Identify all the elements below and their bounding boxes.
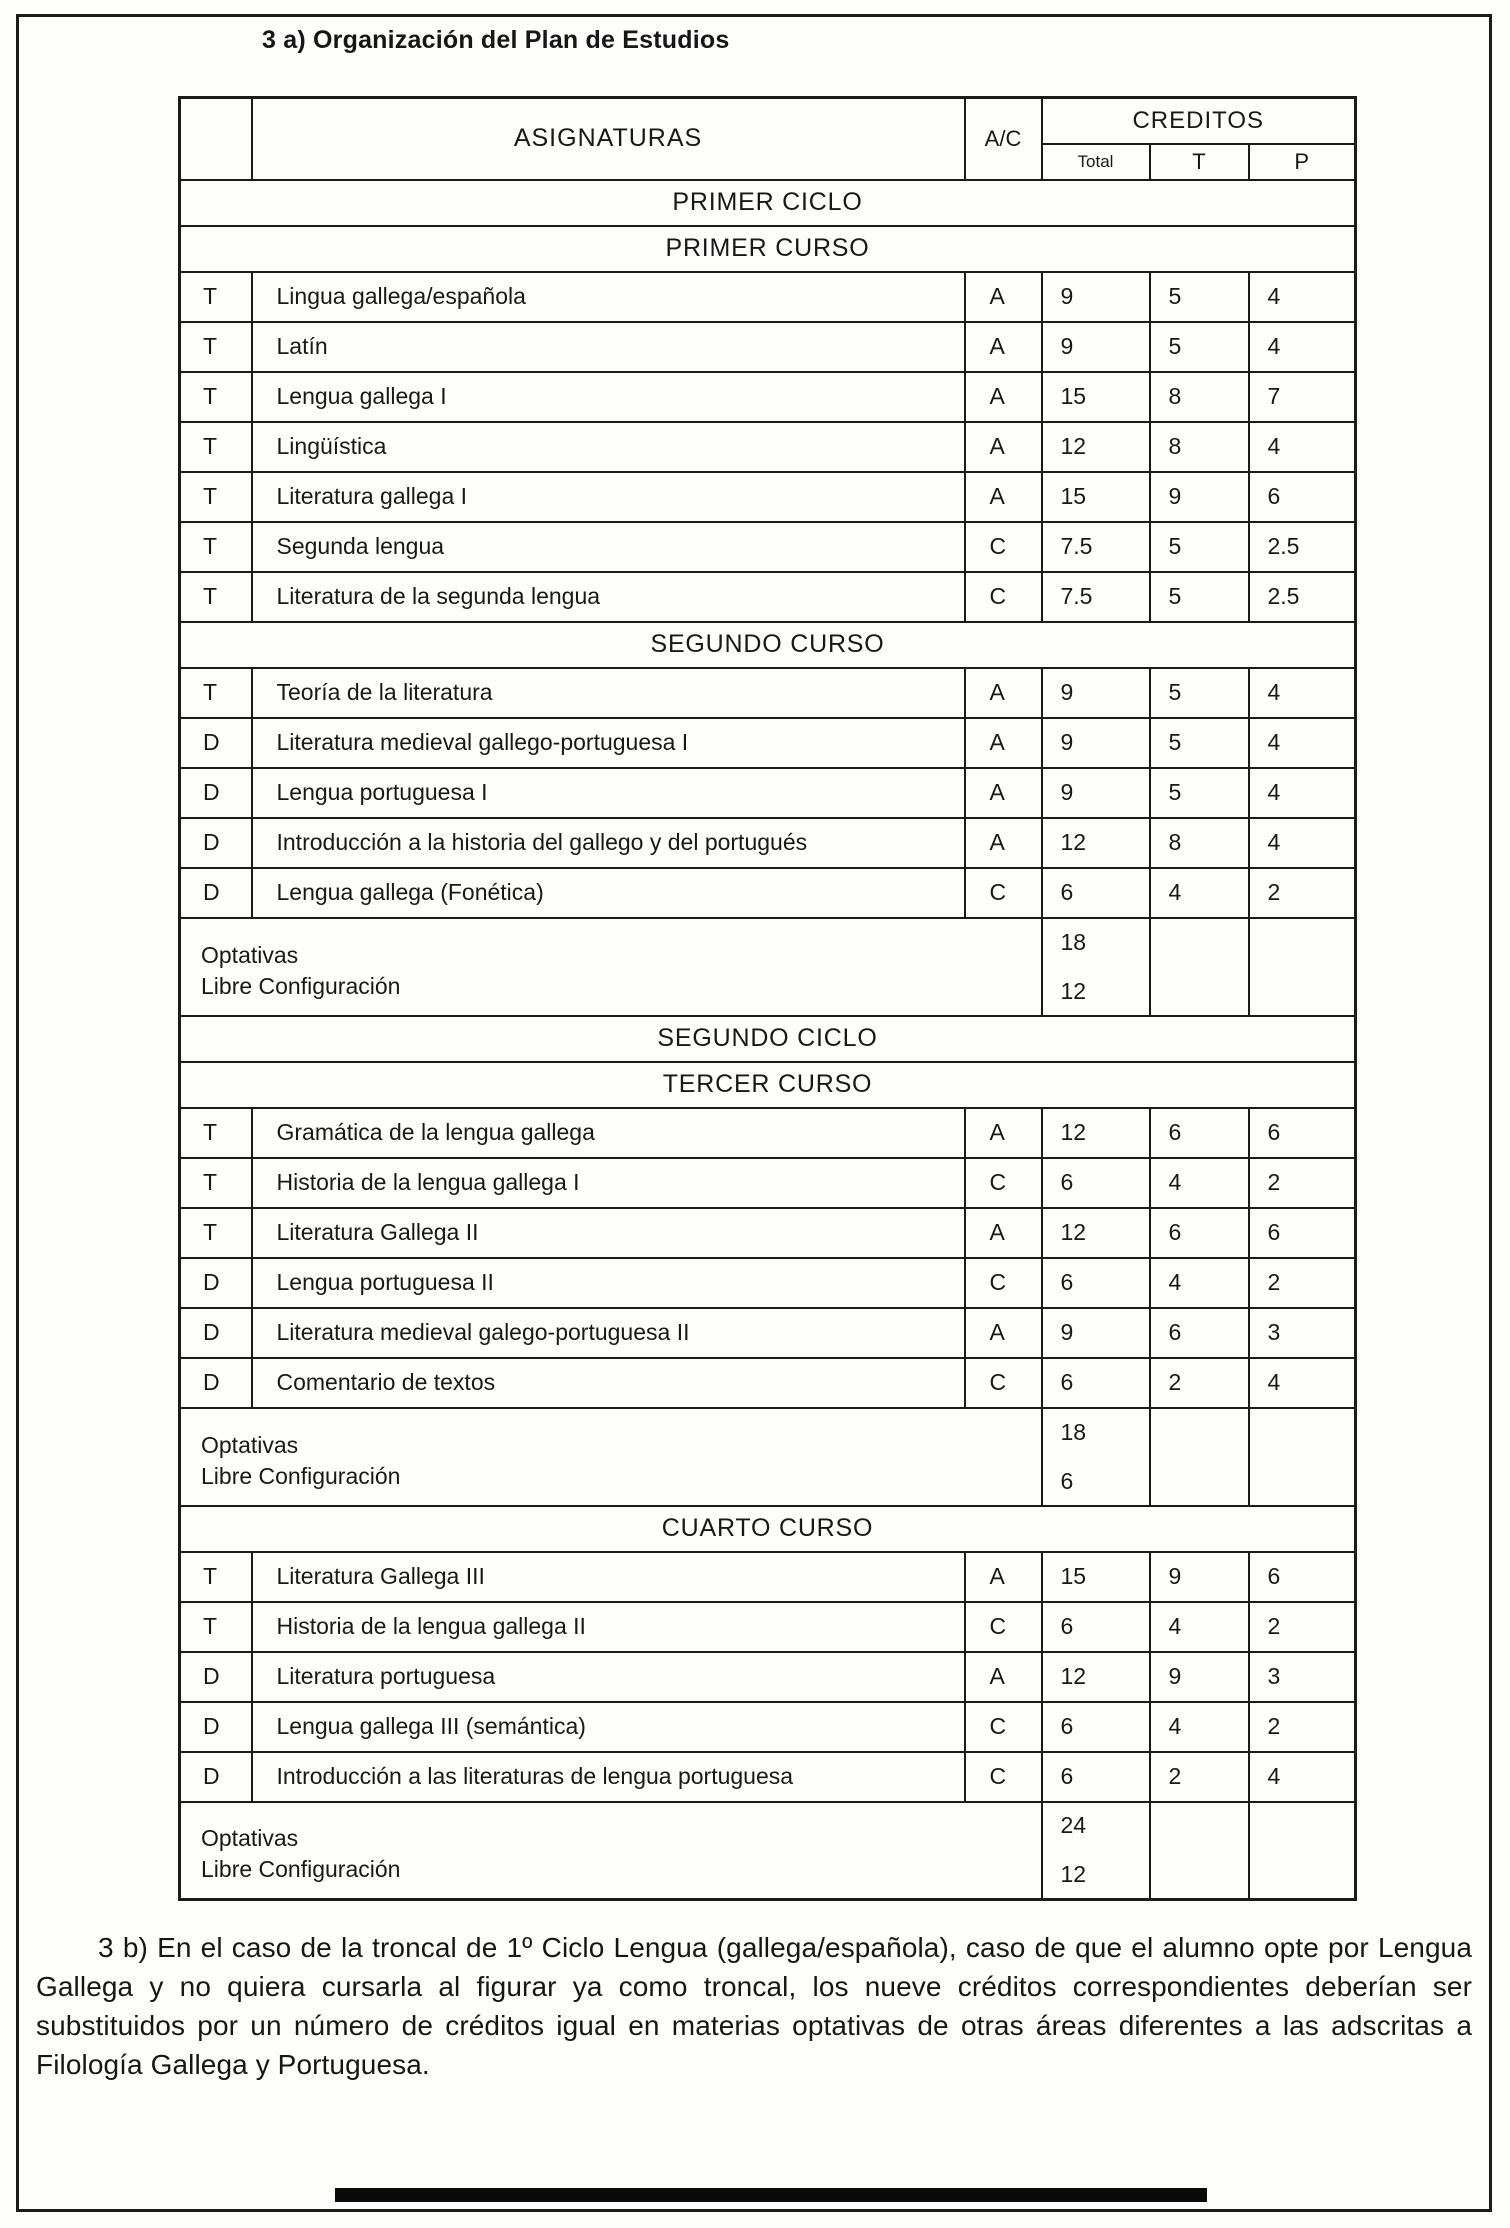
subject-row (180, 522, 1356, 572)
anual-cuatrimestral-cell: A (965, 472, 1042, 522)
subject-row (180, 1158, 1356, 1208)
troncal-obligatoria-cell: D (180, 1702, 252, 1752)
credits-total-cell: 7.5 (1042, 572, 1150, 622)
credits-teoria-cell: 9 (1150, 1552, 1249, 1602)
subject-name-cell: Literatura de la segunda lengua (252, 572, 965, 622)
anual-cuatrimestral-cell: A (965, 768, 1042, 818)
subject-row (180, 1308, 1356, 1358)
optativas-label: Optativas (201, 1825, 299, 1852)
credits-total-cell: 9 (1042, 718, 1150, 768)
subject-row (180, 718, 1356, 768)
anual-cuatrimestral-cell: A (965, 372, 1042, 422)
course-header-row (180, 226, 1356, 272)
header-row-top (180, 98, 1356, 144)
subject-name-cell: Lengua gallega I (252, 372, 965, 422)
libre-configuracion-label: Libre Configuración (201, 1462, 401, 1489)
anual-cuatrimestral-cell: A (965, 1208, 1042, 1258)
credits-teoria-cell: 8 (1150, 422, 1249, 472)
credits-total-cell: 15 (1042, 1552, 1150, 1602)
cycle-header-row (180, 1016, 1356, 1062)
subject-row (180, 272, 1356, 322)
subject-name-cell: Gramática de la lengua gallega (252, 1108, 965, 1158)
credits-practica-cell: 4 (1249, 322, 1356, 372)
scan-artifact-bar (335, 2188, 1207, 2202)
credits-total-cell: 12 (1042, 1108, 1150, 1158)
subject-name-cell: Literatura portuguesa (252, 1652, 965, 1702)
libre-configuracion-credits: 12 (1060, 1861, 1087, 1888)
troncal-obligatoria-cell: D (180, 818, 252, 868)
footnote-paragraph: 3 b) En el caso de la troncal de 1º Ciclo Lengua (gallega/española), caso de que el alumno opte por Lengua Gallega y no quiera cursarla al figurar ya como troncal, los nueve créditos correspondientes deberían ser substituidos por un número de créditos igual en materias optativas de otras áreas diferentes a las adscritas a Filología Gallega y Portuguesa. (36, 1932, 1472, 2080)
subject-name-cell: Lingüística (252, 422, 965, 472)
credits-teoria-cell: 9 (1150, 1652, 1249, 1702)
subject-row (180, 1358, 1356, 1408)
subject-name-cell: Literatura gallega I (252, 472, 965, 522)
credits-total-cell: 12 (1042, 1208, 1150, 1258)
plan-de-estudios-table (178, 96, 1357, 1901)
anual-cuatrimestral-cell: A (965, 1652, 1042, 1702)
credits-total-cell: 7.5 (1042, 522, 1150, 572)
troncal-obligatoria-cell: T (180, 668, 252, 718)
anual-cuatrimestral-cell: A (965, 272, 1042, 322)
troncal-obligatoria-cell: T (180, 1552, 252, 1602)
credits-teoria-cell: 4 (1150, 1602, 1249, 1652)
cycle-label: SEGUNDO CICLO (180, 1016, 1356, 1062)
p-header: P (1249, 144, 1356, 180)
subject-name-cell: Segunda lengua (252, 522, 965, 572)
subject-name-cell: Literatura medieval galego-portuguesa II (252, 1308, 965, 1358)
credits-stack (1043, 1410, 1149, 1504)
credits-teoria-cell: 8 (1150, 372, 1249, 422)
empty-p-cell (1249, 1802, 1356, 1900)
subject-name-cell: Literatura Gallega II (252, 1208, 965, 1258)
credits-practica-cell: 7 (1249, 372, 1356, 422)
anual-cuatrimestral-cell: C (965, 1602, 1042, 1652)
optativas-credits-cell (1042, 918, 1150, 1016)
troncal-obligatoria-cell: D (180, 868, 252, 918)
subject-name-cell: Literatura Gallega III (252, 1552, 965, 1602)
credits-total-cell: 6 (1042, 1702, 1150, 1752)
credits-teoria-cell: 4 (1150, 1702, 1249, 1752)
subject-row (180, 572, 1356, 622)
page-title: 3 a) Organización del Plan de Estudios (262, 26, 730, 54)
subject-row (180, 868, 1356, 918)
credits-total-cell: 15 (1042, 372, 1150, 422)
credits-teoria-cell: 5 (1150, 668, 1249, 718)
libre-configuracion-label: Libre Configuración (201, 1856, 401, 1883)
anual-cuatrimestral-cell: A (965, 818, 1042, 868)
libre-configuracion-credits: 6 (1060, 1467, 1074, 1494)
credits-total-cell: 9 (1042, 668, 1150, 718)
subject-name-cell: Lengua gallega III (semántica) (252, 1702, 965, 1752)
course-label: TERCER CURSO (180, 1062, 1356, 1108)
credits-teoria-cell: 2 (1150, 1752, 1249, 1802)
troncal-obligatoria-cell: D (180, 1652, 252, 1702)
optativas-credits: 24 (1060, 1812, 1087, 1839)
credits-practica-cell: 2 (1249, 868, 1356, 918)
troncal-obligatoria-cell: T (180, 1108, 252, 1158)
troncal-obligatoria-cell: T (180, 522, 252, 572)
subject-row (180, 1752, 1356, 1802)
troncal-obligatoria-cell: T (180, 472, 252, 522)
optativas-label: Optativas (201, 941, 299, 968)
credits-practica-cell: 2 (1249, 1258, 1356, 1308)
optativas-label-cell (180, 918, 1042, 1016)
troncal-obligatoria-cell: D (180, 718, 252, 768)
anual-cuatrimestral-cell: A (965, 422, 1042, 472)
credits-practica-cell: 4 (1249, 818, 1356, 868)
creditos-header: CREDITOS (1042, 98, 1356, 144)
subject-name-cell: Introducción a la historia del gallego y del portugués (252, 818, 965, 868)
optativas-credits-cell (1042, 1408, 1150, 1506)
credits-total-cell: 6 (1042, 868, 1150, 918)
credits-practica-cell: 3 (1249, 1308, 1356, 1358)
table-header (180, 98, 1356, 180)
credits-teoria-cell: 6 (1150, 1208, 1249, 1258)
subject-name-cell: Lingua gallega/española (252, 272, 965, 322)
corner-cell (180, 98, 252, 180)
subject-name-cell: Historia de la lengua gallega II (252, 1602, 965, 1652)
optativas-credits: 18 (1060, 1418, 1087, 1445)
optativas-row (180, 1408, 1356, 1506)
ac-header: A/C (965, 98, 1042, 180)
credits-practica-cell: 6 (1249, 1552, 1356, 1602)
credits-teoria-cell: 5 (1150, 272, 1249, 322)
anual-cuatrimestral-cell: C (965, 522, 1042, 572)
anual-cuatrimestral-cell: A (965, 1552, 1042, 1602)
credits-practica-cell: 4 (1249, 768, 1356, 818)
credits-practica-cell: 6 (1249, 472, 1356, 522)
credits-practica-cell: 4 (1249, 668, 1356, 718)
subject-row (180, 472, 1356, 522)
subject-row (180, 1208, 1356, 1258)
credits-total-cell: 6 (1042, 1602, 1150, 1652)
subject-name-cell: Lengua portuguesa I (252, 768, 965, 818)
optativas-credits-cell (1042, 1802, 1150, 1900)
subject-name-cell: Literatura medieval gallego-portuguesa I (252, 718, 965, 768)
troncal-obligatoria-cell: D (180, 1752, 252, 1802)
anual-cuatrimestral-cell: C (965, 1358, 1042, 1408)
subject-row (180, 1108, 1356, 1158)
subject-name-cell: Lengua portuguesa II (252, 1258, 965, 1308)
credits-teoria-cell: 4 (1150, 1258, 1249, 1308)
subject-name-cell: Introducción a las literaturas de lengua portuguesa (252, 1752, 965, 1802)
credits-teoria-cell: 5 (1150, 768, 1249, 818)
optativas-credits: 18 (1060, 928, 1087, 955)
credits-teoria-cell: 4 (1150, 868, 1249, 918)
empty-p-cell (1249, 918, 1356, 1016)
subject-row (180, 1602, 1356, 1652)
credits-practica-cell: 2.5 (1249, 522, 1356, 572)
empty-t-cell (1150, 1408, 1249, 1506)
credits-teoria-cell: 9 (1150, 472, 1249, 522)
credits-total-cell: 12 (1042, 422, 1150, 472)
anual-cuatrimestral-cell: C (965, 572, 1042, 622)
course-label: PRIMER CURSO (180, 226, 1356, 272)
credits-total-cell: 6 (1042, 1258, 1150, 1308)
course-header-row (180, 1062, 1356, 1108)
libre-configuracion-credits: 12 (1060, 977, 1087, 1004)
troncal-obligatoria-cell: D (180, 1358, 252, 1408)
subject-row (180, 1258, 1356, 1308)
t-header: T (1150, 144, 1249, 180)
credits-practica-cell: 2 (1249, 1702, 1356, 1752)
anual-cuatrimestral-cell: A (965, 718, 1042, 768)
anual-cuatrimestral-cell: C (965, 1752, 1042, 1802)
troncal-obligatoria-cell: T (180, 422, 252, 472)
credits-practica-cell: 2.5 (1249, 572, 1356, 622)
credits-total-cell: 6 (1042, 1358, 1150, 1408)
troncal-obligatoria-cell: D (180, 1308, 252, 1358)
cycle-header-row (180, 180, 1356, 226)
course-label: CUARTO CURSO (180, 1506, 1356, 1552)
credits-practica-cell: 6 (1249, 1108, 1356, 1158)
plan-table-body (180, 180, 1356, 1900)
credits-practica-cell: 4 (1249, 1752, 1356, 1802)
credits-teoria-cell: 4 (1150, 1158, 1249, 1208)
anual-cuatrimestral-cell: C (965, 1258, 1042, 1308)
optativas-label-cell (180, 1408, 1042, 1506)
troncal-obligatoria-cell: T (180, 1208, 252, 1258)
credits-total-cell: 9 (1042, 322, 1150, 372)
course-header-row (180, 1506, 1356, 1552)
subject-row (180, 1702, 1356, 1752)
credits-total-cell: 12 (1042, 818, 1150, 868)
credits-practica-cell: 4 (1249, 272, 1356, 322)
troncal-obligatoria-cell: D (180, 768, 252, 818)
total-header: Total (1042, 144, 1150, 180)
subject-row (180, 372, 1356, 422)
subject-name-cell: Teoría de la literatura (252, 668, 965, 718)
subject-row (180, 668, 1356, 718)
credits-teoria-cell: 8 (1150, 818, 1249, 868)
credits-teoria-cell: 6 (1150, 1308, 1249, 1358)
credits-stack (1043, 1803, 1149, 1897)
empty-t-cell (1150, 1802, 1249, 1900)
credits-teoria-cell: 6 (1150, 1108, 1249, 1158)
credits-total-cell: 6 (1042, 1158, 1150, 1208)
subject-name-cell: Historia de la lengua gallega I (252, 1158, 965, 1208)
subject-row (180, 322, 1356, 372)
troncal-obligatoria-cell: D (180, 1258, 252, 1308)
credits-teoria-cell: 2 (1150, 1358, 1249, 1408)
credits-teoria-cell: 5 (1150, 322, 1249, 372)
credits-total-cell: 9 (1042, 768, 1150, 818)
credits-stack (1043, 920, 1149, 1014)
cycle-label: PRIMER CICLO (180, 180, 1356, 226)
credits-practica-cell: 2 (1249, 1158, 1356, 1208)
libre-configuracion-label: Libre Configuración (201, 972, 401, 999)
subject-row (180, 818, 1356, 868)
credits-total-cell: 9 (1042, 1308, 1150, 1358)
anual-cuatrimestral-cell: C (965, 868, 1042, 918)
credits-total-cell: 15 (1042, 472, 1150, 522)
troncal-obligatoria-cell: T (180, 572, 252, 622)
subject-name-cell: Latín (252, 322, 965, 372)
troncal-obligatoria-cell: T (180, 322, 252, 372)
optativas-label-cell (180, 1802, 1042, 1900)
credits-practica-cell: 4 (1249, 718, 1356, 768)
troncal-obligatoria-cell: T (180, 1158, 252, 1208)
asignaturas-header: ASIGNATURAS (252, 98, 965, 180)
subject-row (180, 422, 1356, 472)
credits-total-cell: 12 (1042, 1652, 1150, 1702)
optativas-row (180, 1802, 1356, 1900)
credits-total-cell: 9 (1042, 272, 1150, 322)
subject-row (180, 1552, 1356, 1602)
anual-cuatrimestral-cell: A (965, 1308, 1042, 1358)
optativas-label: Optativas (201, 1431, 299, 1458)
credits-teoria-cell: 5 (1150, 718, 1249, 768)
subject-row (180, 768, 1356, 818)
credits-practica-cell: 3 (1249, 1652, 1356, 1702)
credits-total-cell: 6 (1042, 1752, 1150, 1802)
troncal-obligatoria-cell: T (180, 1602, 252, 1652)
anual-cuatrimestral-cell: A (965, 322, 1042, 372)
subject-row (180, 1652, 1356, 1702)
empty-t-cell (1150, 918, 1249, 1016)
troncal-obligatoria-cell: T (180, 272, 252, 322)
course-header-row (180, 622, 1356, 668)
credits-practica-cell: 4 (1249, 1358, 1356, 1408)
optativas-row (180, 918, 1356, 1016)
troncal-obligatoria-cell: T (180, 372, 252, 422)
anual-cuatrimestral-cell: C (965, 1158, 1042, 1208)
course-label: SEGUNDO CURSO (180, 622, 1356, 668)
subject-name-cell: Comentario de textos (252, 1358, 965, 1408)
subject-name-cell: Lengua gallega (Fonética) (252, 868, 965, 918)
credits-practica-cell: 6 (1249, 1208, 1356, 1258)
anual-cuatrimestral-cell: A (965, 1108, 1042, 1158)
credits-teoria-cell: 5 (1150, 522, 1249, 572)
anual-cuatrimestral-cell: C (965, 1702, 1042, 1752)
credits-practica-cell: 4 (1249, 422, 1356, 472)
credits-teoria-cell: 5 (1150, 572, 1249, 622)
anual-cuatrimestral-cell: A (965, 668, 1042, 718)
credits-practica-cell: 2 (1249, 1602, 1356, 1652)
empty-p-cell (1249, 1408, 1356, 1506)
